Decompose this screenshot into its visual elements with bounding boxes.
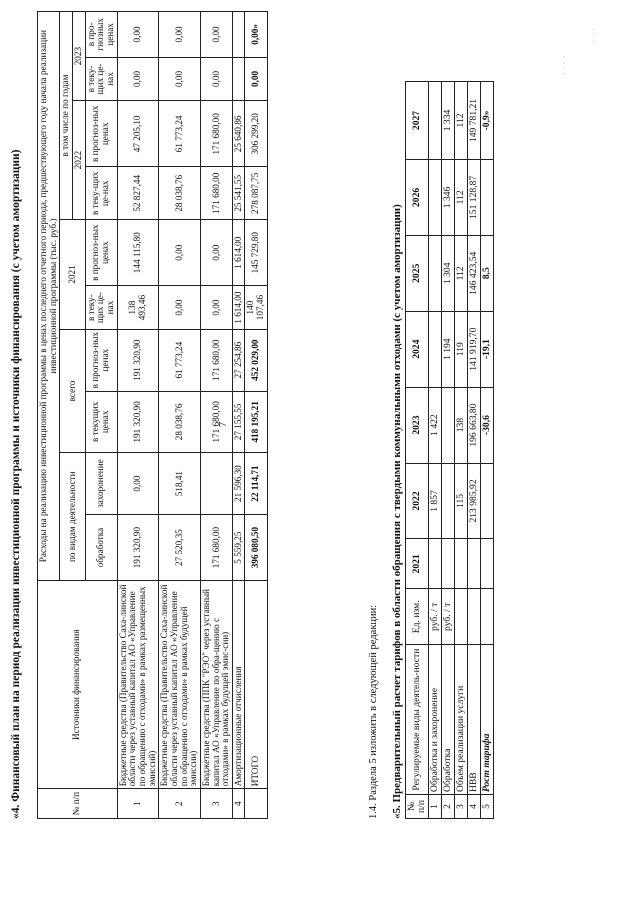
- year-2023-header: 2023: [72, 12, 85, 101]
- year-header: 2027: [406, 82, 429, 160]
- scan-noise: ·· ··: [590, 27, 599, 45]
- table-row: 4 Амортизационные отчисления 5 559,25 21 596,30 27 155,55 27 254,86 1 614,00 1 614,00 25 541,55 25 640,86: [232, 12, 245, 819]
- header-row-1: [38, 12, 60, 819]
- current-2021-header: в теку-щих це-нах: [85, 286, 117, 329]
- current-2023-header: в теку-щих це-нах: [85, 57, 117, 100]
- year-header: 2022: [406, 463, 429, 539]
- section5-title: «5. Предварительный расчет тарифов в области обращения с твердыми коммунальными отходами (с учетом амортизации): [391, 204, 403, 819]
- table-row: 3 Бюджетные средства (ППК "РЭО" через уставный капитал АО «Управление по обра-щению с отходами» в рамках будущей эмис-сии) 171 680,00 171 680,00 171 680,00 0,00 0,00 171 680,00 171 680,00 0,00 0,00: [200, 12, 232, 819]
- burial-header: захоронение: [85, 453, 117, 515]
- table-row: 1 Обработка и захоронение руб. / т 1 857 1 422: [429, 82, 442, 819]
- year-2022-header: 2022: [72, 101, 85, 220]
- table-row: 2 Бюджетные средства (Правительство Саха-линской области через уставный капитал АО «Управление по обращению с отходами» в рамках будущей эмиссии) 27 520,35 518,41 28 038,76 61 773,24 0,00 0,00 28 038,76 61 773,24 0,00 0,00: [159, 12, 201, 819]
- by-activity-header: по видам деятельности: [60, 453, 85, 581]
- col-activity-header: Регулируемые виды деятель-ности: [406, 645, 429, 795]
- year-header: 2024: [406, 311, 429, 387]
- expenses-header: Расходы на реализацию инвестиционной программы в ценах последнего отчетного периода, предшествующего году начала реализации инвестиционной программы (тыс. руб.): [38, 12, 60, 581]
- col-num-header: № п/п: [38, 789, 118, 819]
- total-forecast-header: в прогноз-ных ценах: [85, 329, 117, 391]
- page-number: 7: [218, 422, 229, 427]
- financial-plan-table: [37, 11, 268, 819]
- table-row: 5 Рост тарифа -30,6 -19,1 8,5 -0,9»: [481, 82, 494, 819]
- incl-years-header: в том числе по годам: [60, 12, 73, 220]
- forecast-2021-header: в прогноз-ных ценах: [85, 220, 117, 286]
- year-header: 2025: [406, 235, 429, 311]
- total-header: всего: [60, 329, 85, 452]
- processing-header: обработка: [85, 514, 117, 580]
- forecast-2022-header: в прогноз-ных ценах: [85, 101, 117, 167]
- table-row: 2 Обработка руб. / т 1 194 1 304 1 346 1 334: [442, 82, 455, 819]
- current-2022-header: в теку-щих це-нах: [85, 167, 117, 220]
- total-label: ИТОГО: [245, 581, 267, 789]
- total-current-header: в текущих ценах: [85, 391, 117, 453]
- col-unit-header: Ед. изм.: [406, 589, 429, 645]
- year-header: 2021: [406, 539, 429, 589]
- table-row: 1 Бюджетные средства (Правительство Саха-линской области через уставный капитал АО «Управление по обращению с отходами» в рамках размещенных эмиссий) 191 320,90 0,00 191 320,90 191 320,90 138 493,46 144 115,80 52 827,44 47 205,10 0,00 0,00: [117, 12, 159, 819]
- section4-title: «4. Финансовый план на период реализации инвестиционной программы и источники финансирования (с учетом амортизации): [10, 149, 22, 819]
- tariff-table: [405, 81, 494, 819]
- col-num-header: № п/п: [406, 795, 429, 819]
- year-header: 2026: [406, 159, 429, 235]
- forecast-2023-header: в про-гнозных ценах: [85, 12, 117, 58]
- table-row: 3 Объем реализации услуги 115 138 119 112 112 112: [455, 82, 468, 819]
- amendment-note: 1.4. Раздела 5 изложить в следующей редакции:: [368, 604, 379, 819]
- tariff-header-row: [406, 82, 429, 819]
- scan-noise: · ·· ·: [560, 54, 569, 75]
- total-row: ИТОГО 396 080,50 22 114,71 418 195,21 452 029,00 140 107,46 145 729,80 278 087,75 306 299,20 0,00 0,00»: [245, 12, 267, 819]
- col-sources-header: Источники финансирования: [38, 581, 118, 789]
- year-header: 2023: [406, 387, 429, 463]
- year-2021-header: 2021: [60, 220, 85, 330]
- table-row: 4 НВВ 213 985,92 196 663,80 141 919,70 146 423,54 151 128,87 149 781,21: [468, 82, 481, 819]
